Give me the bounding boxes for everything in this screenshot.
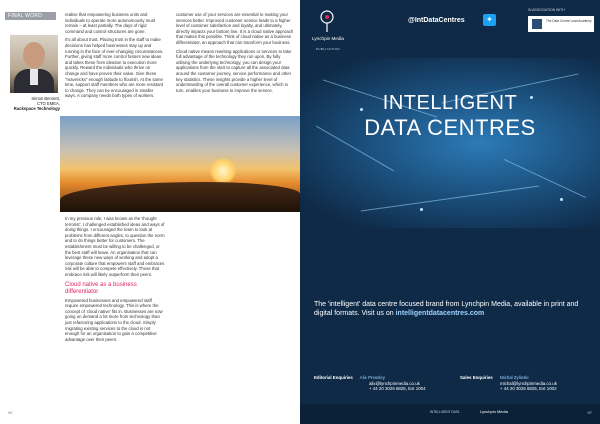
footer-publisher: Lynchpin Media	[480, 409, 508, 414]
author-company: Rackspace Technology	[13, 106, 60, 112]
editorial-name: Alix Pressley	[359, 375, 385, 380]
article-column-1	[65, 12, 165, 102]
publisher-name: Lynchpin Media	[311, 36, 344, 41]
partner-mark-icon	[532, 19, 542, 29]
partner-logo	[528, 16, 594, 32]
sales-phone: + 44 20 3026 6825, Ext 1002	[500, 386, 557, 392]
author-caption	[10, 96, 60, 112]
page-number-right: 97	[587, 410, 592, 415]
footer-bar	[300, 404, 600, 424]
section-tag: FINAL WORD	[5, 12, 56, 20]
right-page-advert	[300, 0, 600, 424]
paragraph: It's all about trust. Placing trust in the staff to make decisions has helped businesses stay up and running in the face of ever-changing circumstances. Further, giving staff more control fosters new ideas and takes these from ideation to execution more quickly. Reward the individuals who thrive on change and have proven their value. Give these "mavericks" enough latitude to flourish. At the same time, support staff members who are more resistant to change. They can be encouraged in smaller ways. A company needs both types of workers.	[65, 37, 164, 99]
paragraph: customer use of your services are essential to making your services better. Improved customer service leads to a higher level of customer satisfaction and loyalty, and ultimately, directly impacts your bottom line. It is a cloud native approach that makes this possible. Think of cloud native as a business differentiator, an approach that can transform your business.	[176, 12, 294, 45]
brand-title-line-2: DATA CENTRES	[364, 115, 536, 140]
hills	[60, 182, 300, 212]
sales-name: Michal Zylinski	[499, 375, 529, 380]
author-role: CTO EMEA,	[37, 101, 60, 107]
footer-publication: INTELLIGENT DATA	[430, 410, 460, 414]
sales-enquiries	[460, 375, 557, 392]
subheading: Cloud native as a business differentiator	[65, 281, 137, 295]
page-number: 96	[8, 410, 13, 415]
paragraph: Cloud native means rewriting applications or services to take full advantage of the technology they run upon. By fully utilising the underlying technology, you can design your applications from the start to capture all the associated data around the customer journey, service performance and other key statistics. These insights provide a higher level of understanding of the overall customer experience, which in turn, enables your business to improve the service.	[176, 48, 292, 93]
article-column-1b	[65, 216, 165, 345]
paragraph: Empowered businesses and empowered staff require empowered technology. This is where the concept of 'cloud native' fits in. Businesses are now going on demand a lot more from technology than just refactoring applications to the cloud. Simply migrating existing services to the cloud is not enough for an organisation to gain a competitive advantage over their peers.	[65, 297, 163, 342]
paragraph: In my previous role, I was known as the 'thought terrorist'. I challenged established ideas and ways of doing things. I encouraged the team to look at problems from different angles, to question the norm and to do things better for customers. The establishment must be willing to be challenged, or the best staff will leave. An organisation that can leverage these new ways of working and adopt a corporate culture that empowers staff and embraces risk will be able to compete effectively. Those that embrace risk will likely outperform their peers.	[65, 216, 165, 277]
hero-graphic	[300, 58, 600, 228]
editorial-label: Editorial Enquiries	[314, 375, 353, 380]
association-label: IN ASSOCIATION WITH	[528, 8, 565, 12]
paragraph: realise that empowering business units and individuals to operate more autonomously must remain – at least partially. The days of rigid command and control structures are gone.	[65, 12, 156, 34]
twitter-icon[interactable]: ✦	[483, 14, 496, 26]
sales-label: Sales Enquiries	[460, 375, 493, 380]
twitter-handle[interactable]: @IntDataCentres	[408, 17, 465, 24]
description-text: The 'intelligent' data centre focused brand from Lynchpin Media, available in print and digital formats. Visit us on	[314, 301, 579, 317]
brand-description	[314, 300, 590, 318]
sun	[210, 158, 236, 184]
editorial-email[interactable]: alix@lynchpinmedia.co.uk	[369, 380, 420, 386]
article-column-2	[176, 12, 294, 96]
author-photo	[10, 35, 58, 93]
lynchpin-logo-icon	[314, 8, 340, 34]
sunset-image	[60, 116, 300, 212]
website-link[interactable]: intelligentdatacentres.com	[395, 310, 485, 317]
editorial-enquiries	[314, 375, 426, 392]
sales-email[interactable]: michal@lynchpinmedia.co.uk	[500, 380, 557, 386]
partner-name: The Data Centre Lead Academy	[546, 19, 592, 23]
editorial-phone: + 44 20 3026 6825, Ext 1004	[369, 386, 426, 392]
publisher-sub: PUBLICATION	[315, 47, 341, 51]
brand-title-line-1: INTELLIGENT	[382, 92, 518, 114]
author-name: Simon Bennett,	[31, 96, 60, 101]
